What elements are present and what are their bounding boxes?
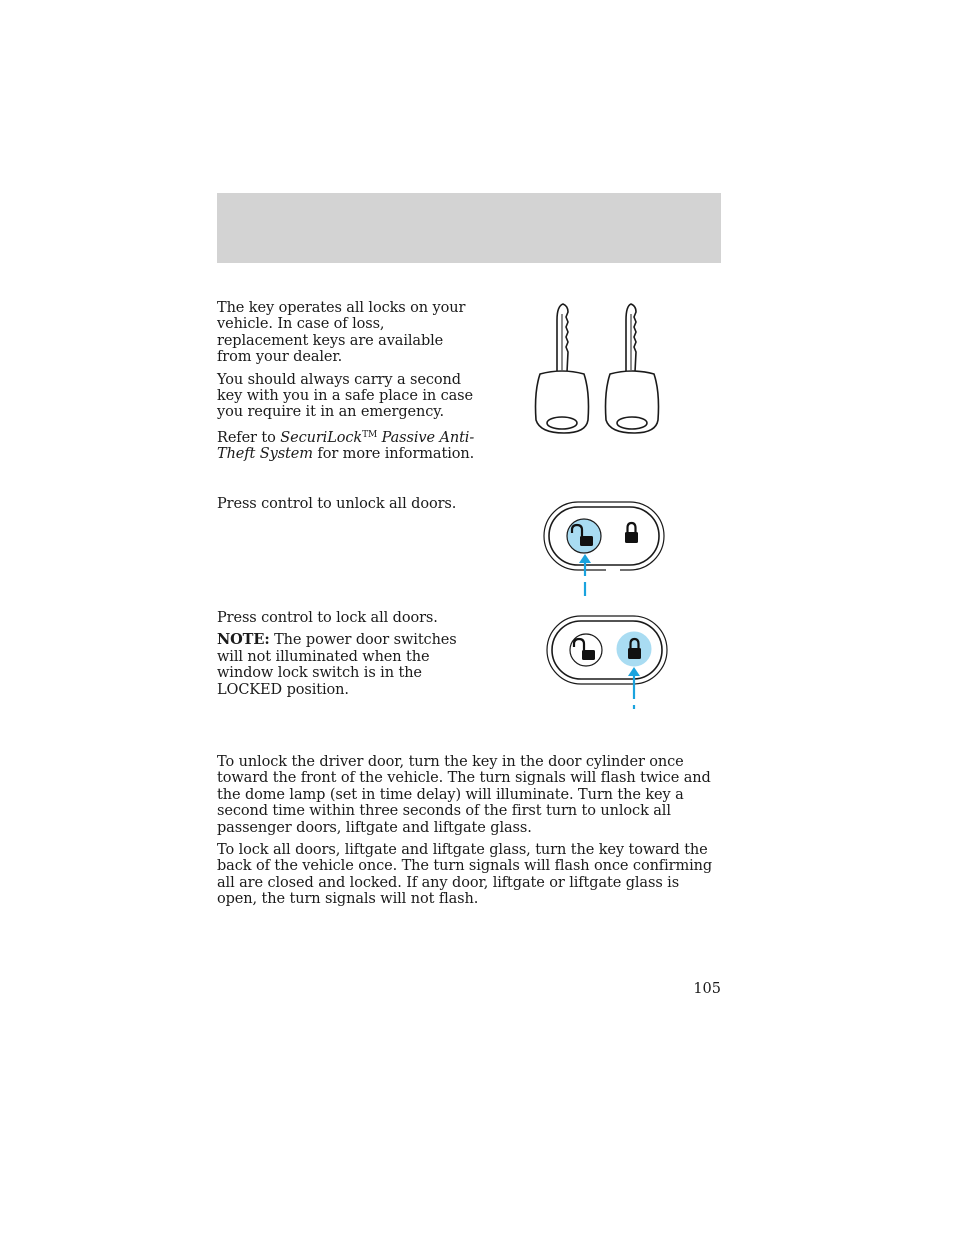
unlock-instructions [217, 496, 477, 518]
lock-text: Press control to lock all doors. [217, 610, 438, 626]
refer-prefix: Refer to [217, 429, 281, 446]
lock-switch-illustration [543, 610, 671, 710]
unlock-switch-illustration [540, 496, 668, 600]
keys-description [217, 300, 477, 469]
lock-instructions [217, 610, 462, 704]
unlock-text: Press control to unlock all doors. [217, 496, 457, 512]
keys-illustration [526, 300, 666, 438]
lock-note [217, 632, 462, 698]
anti-theft-system-title: Passive Anti-Theft System [217, 429, 475, 463]
key-1-hole [547, 417, 577, 429]
trademark-symbol: TM [362, 429, 378, 440]
keys-paragraph-2: You should always carry a second key with you in a safe place in case you require it in an emergency. [217, 371, 473, 421]
lock-key-paragraph: To lock all doors, liftgate and liftgate glass, turn the key toward the back of the vehicle once. The turn signals will flash once confirming all are closed and locked. If any door, liftgate or liftgate glass is open, the turn signals will not flash. [217, 842, 713, 908]
switch-housing-inner [549, 507, 659, 565]
note-label: NOTE: [217, 631, 270, 649]
section-header-bar [217, 193, 721, 263]
lock-padlock-icon [625, 523, 638, 543]
keys-paragraph-1: The key operates all locks on your vehicle. In case of loss, replacement keys are available from your dealer. [217, 300, 466, 366]
note-text: The power door switches will not illuminated when the window lock switch is in the LOCKED position. [217, 632, 457, 698]
refer-suffix: for more information. [312, 446, 475, 463]
lock-arrow [628, 667, 640, 709]
unlock-arrow [579, 554, 591, 599]
key-2-hole [617, 417, 647, 429]
keys-paragraph-3 [217, 427, 477, 463]
page-number: 105 [693, 981, 721, 997]
unlock-key-paragraph: To unlock the driver door, turn the key in the door cylinder once toward the front of the vehicle. The turn signals will flash twice and the dome lamp (set in time delay) will illuminate. Turn the key a second time within three seconds of the first turn to unlock all passenger doors, liftgate and liftgate glass. [217, 754, 711, 836]
securilock-name: SecuriLock [280, 429, 363, 446]
key-cylinder-instructions [217, 754, 723, 914]
